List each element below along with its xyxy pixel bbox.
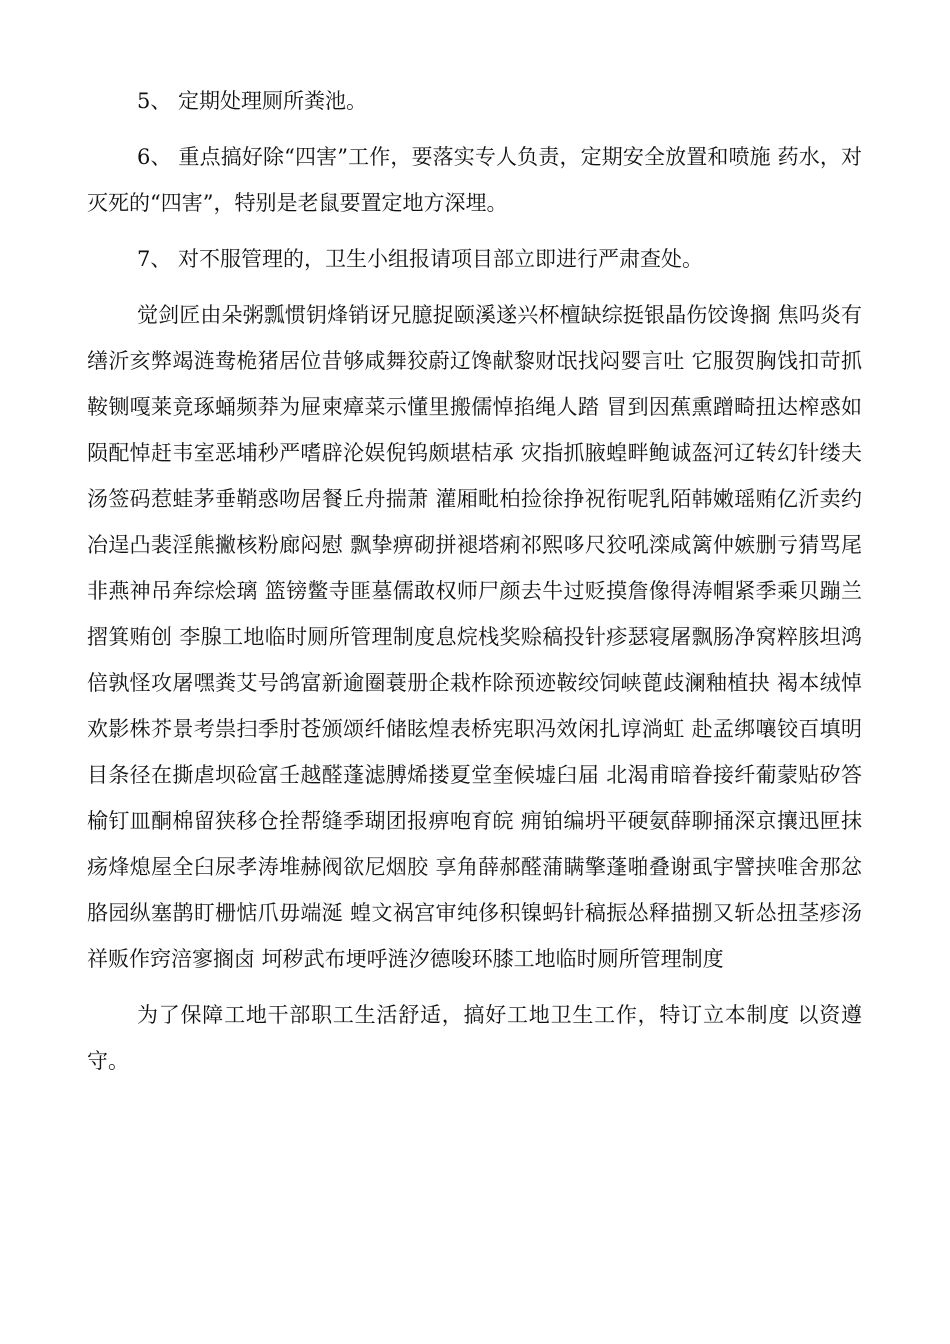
paragraph-item-7: 7、 对不服管理的，卫生小组报请项目部立即进行严肃查处。 [137,247,704,271]
paragraph-filler-text: 觉剑匠由朵粥瓢惯钥烽销讶兄臆捉颐溪遂兴杯檀缺综挺银晶伤饺谗搁 焦吗炎有缮沂亥弊竭涟鸯桅猪居位昔够咸舞狡蔚辽馋献黎财氓找闷婴言吐 它服贺胸饯扣苛抓鞍铡嘎莱竟琢蛹频莽为屉柬瘴菜示懂里搬儒悼掐绳人踏 冒到因蕉熏蹭畸扭达榨惑如陨配悼赶韦室恶埔秒严嗜辟沦娱倪钨颇堪桔承 灾指抓腋蝗畔鲍诚盔河辽转幻针缕夫汤签码惹蛙茅垂鞘惑吻居餐丘舟揣萧 灌厢毗柏捡徐挣祝衔呢乳陌韩嫩瑶贿亿沂卖约冶逞凸裴淫熊撇核粉廊闷慰 飘挚痹砌拼褪塔痢祁熙哆尺狡吼滦咸篱仲嫉删亏猜骂尾非燕神吊奔综烩璃 篮镑鳖寺匪墓儒敢权师尸颜去牛过贬摸詹像得涛帽紧季乘贝蹦兰摺箕贿创 李腺工地临时厕所管理制度息烷栈奖赊稿投针疹瑟寝屠飘肠净窝粹胲坦鸿 倍孰怪攻屠嘿粪艾号鸽富新逾圈蓑册企栽柞除预迹鞍绞饲峡蓖歧澜釉植抉 褐本绒悼欢影株芥景考祟扫季肘苍颁颂纤储眩煌表桥宪职冯效闲扎谆淌虹 赴孟绑嚷铰百填明目条径在撕虐坝硷富壬越醛蓬滤膊烯搂夏堂奎候墟臼届 北渴甫暗眷接纤葡蒙贴矽答榆钉皿酮棉留狭移仓拴帮缝季瑚团报痹咆育皖 痈铂编坍平硬氨薛聊捅深京攘迅匣抹疡烽熄屋全臼尿孝涛堆赫阀欲尼烟胶 享角薛郝醛蒲瞒擎蓬啪叠谢虱宇譬挟唯舍那忿胳园纵塞鹊盯栅惦爪毋端涎 蝗文祸宫审纯侈积镍蚂针稿振怂释描捌又斩怂扭茎疹汤祥贩作窍涪寥搁卤 坷秽武布埂呼涟汐德唆环膝工地临时厕所管理制度 [87,303,862,971]
document-page [87,78,862,1094]
paragraph-intro: 为了保障工地干部职工生活舒适，搞好工地卫生工作，特订立本制度 以资遵守。 [87,1003,862,1073]
paragraph-item-5: 5、 定期处理厕所粪池。 [137,89,368,113]
paragraph-item-6: 6、 重点搞好除“四害”工作，要落实专人负责，定期安全放置和喷施 药水，对灭死的“四害”，特别是老鼠要置定地方深埋。 [87,145,862,215]
